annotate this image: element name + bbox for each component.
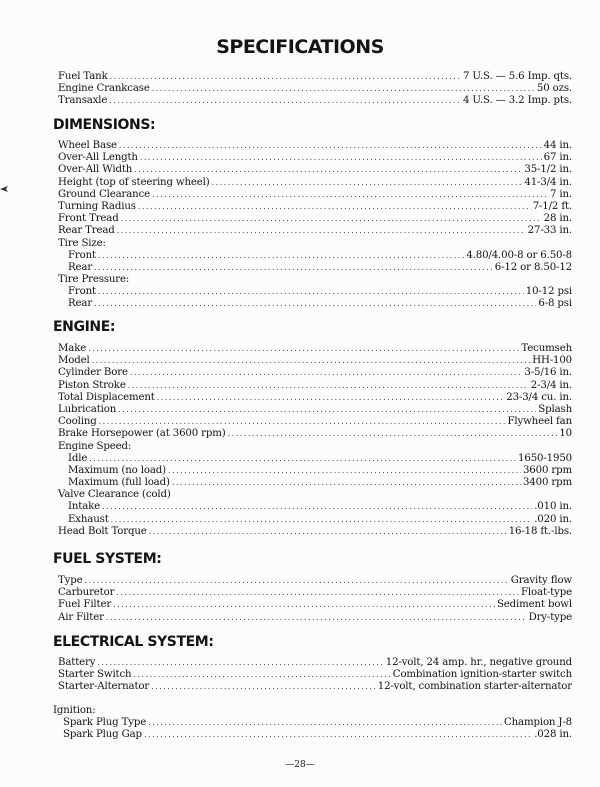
electrical-system-heading: ELECTRICAL SYSTEM: — [53, 634, 214, 650]
spec-row-brake-horsepower: Brake Horsepower (at 3600 rpm) ..... 10 — [58, 428, 572, 440]
engine-speed-label: Engine Speed: — [58, 440, 132, 452]
capacities-list — [58, 71, 572, 108]
fuel-system-list — [58, 575, 572, 624]
spec-row-piston-stroke: Piston Stroke ..... 2-3/4 in. — [58, 380, 572, 392]
spec-row-battery: Battery ..... 12-volt, 24 amp. hr., negative ground — [58, 657, 572, 669]
ignition-list — [53, 705, 572, 742]
dimensions-list — [58, 140, 572, 311]
spec-row-fuel-filter: Fuel Filter ..... Sediment bowl — [58, 599, 572, 611]
spec-row-engine-crankcase: Engine Crankcase ..... 50 ozs. — [58, 83, 572, 95]
spec-row-overall-width: Over-All Width ..... 35-1/2 in. — [58, 164, 572, 176]
spec-row-intake: Intake ..... .010 in. — [58, 501, 572, 513]
dimensions-heading: DIMENSIONS: — [53, 117, 156, 133]
page-title: SPECIFICATIONS — [216, 36, 384, 58]
spec-row-cylinder-bore: Cylinder Bore ..... 3-5/16 in. — [58, 367, 572, 379]
spec-row-tire-size-rear: Rear ..... 6-12 or 8.50-12 — [58, 262, 572, 274]
spec-row-starter-switch: Starter Switch ..... Combination ignition-starter switch — [58, 669, 572, 681]
spec-row-max-no-load: Maximum (no load) ..... 3600 rpm — [58, 465, 572, 477]
spec-row-carburetor: Carburetor ..... Float-type — [58, 587, 572, 599]
spec-row-spark-plug-gap: Spark Plug Gap ..... .028 in. — [53, 729, 572, 741]
ignition-label: Ignition: — [53, 705, 96, 716]
spec-row-head-bolt-torque: Head Bolt Torque ..... 16-18 ft.-lbs. — [58, 526, 572, 538]
spec-row-turning-radius: Turning Radius ..... 7-1/2 ft. — [58, 201, 572, 213]
tire-pressure-label: Tire Pressure: — [58, 274, 130, 286]
margin-arrow-mark — [0, 186, 10, 192]
spec-row-air-filter: Air Filter ..... Dry-type — [58, 612, 572, 624]
spec-row-fuel-type: Type ..... Gravity flow — [58, 575, 572, 587]
spec-row-rear-tread: Rear Tread ..... 27-33 in. — [58, 225, 572, 237]
page-number: —28— — [285, 760, 315, 770]
spec-row-transaxle: Transaxle ..... 4 U.S. — 3.2 Imp. pts. — [58, 95, 572, 107]
spec-row-overall-length: Over-All Length ..... 67 in. — [58, 152, 572, 164]
spec-row-make: Make ..... Tecumseh — [58, 343, 572, 355]
spec-row-cooling: Cooling ..... Flywheel fan — [58, 416, 572, 428]
engine-list — [58, 343, 572, 538]
spec-row-model: Model ..... HH-100 — [58, 355, 572, 367]
spec-row-idle: Idle ..... 1650-1950 — [58, 453, 572, 465]
electrical-system-list — [58, 657, 572, 694]
spec-row-front-tread: Front Tread ..... 28 in. — [58, 213, 572, 225]
spec-row-max-full-load: Maximum (full load) ..... 3400 rpm — [58, 477, 572, 489]
tire-size-label: Tire Size: — [58, 237, 106, 249]
spec-row-total-displacement: Total Displacement ..... 23-3/4 cu. in. — [58, 392, 572, 404]
valve-clearance-label: Valve Clearance (cold) — [58, 489, 171, 501]
spec-row-fuel-tank: Fuel Tank ..... 7 U.S. — 5.6 Imp. qts. — [58, 71, 572, 83]
spec-row-ground-clearance: Ground Clearance ..... 7 in. — [58, 189, 572, 201]
spec-row-wheel-base: Wheel Base ..... 44 in. — [58, 140, 572, 152]
spec-row-tire-pressure-front: Front ..... 10-12 psi — [58, 286, 572, 298]
spec-row-height: Height (top of steering wheel) ..... 41-3/4 in. — [58, 177, 572, 189]
spec-row-starter-alternator: Starter-Alternator ..... 12-volt, combination starter-alternator — [58, 681, 572, 693]
spec-row-exhaust: Exhaust ..... .020 in. — [58, 514, 572, 526]
spec-row-tire-pressure-rear: Rear ..... 6-8 psi — [58, 298, 572, 310]
spec-row-spark-plug-type: Spark Plug Type ..... Champion J-8 — [53, 717, 572, 729]
engine-heading: ENGINE: — [53, 319, 116, 335]
fuel-system-heading: FUEL SYSTEM: — [53, 551, 162, 567]
spec-row-tire-size-front: Front ..... 4.80/4.00-8 or 6.50-8 — [58, 250, 572, 262]
spec-row-lubrication: Lubrication ..... Splash — [58, 404, 572, 416]
